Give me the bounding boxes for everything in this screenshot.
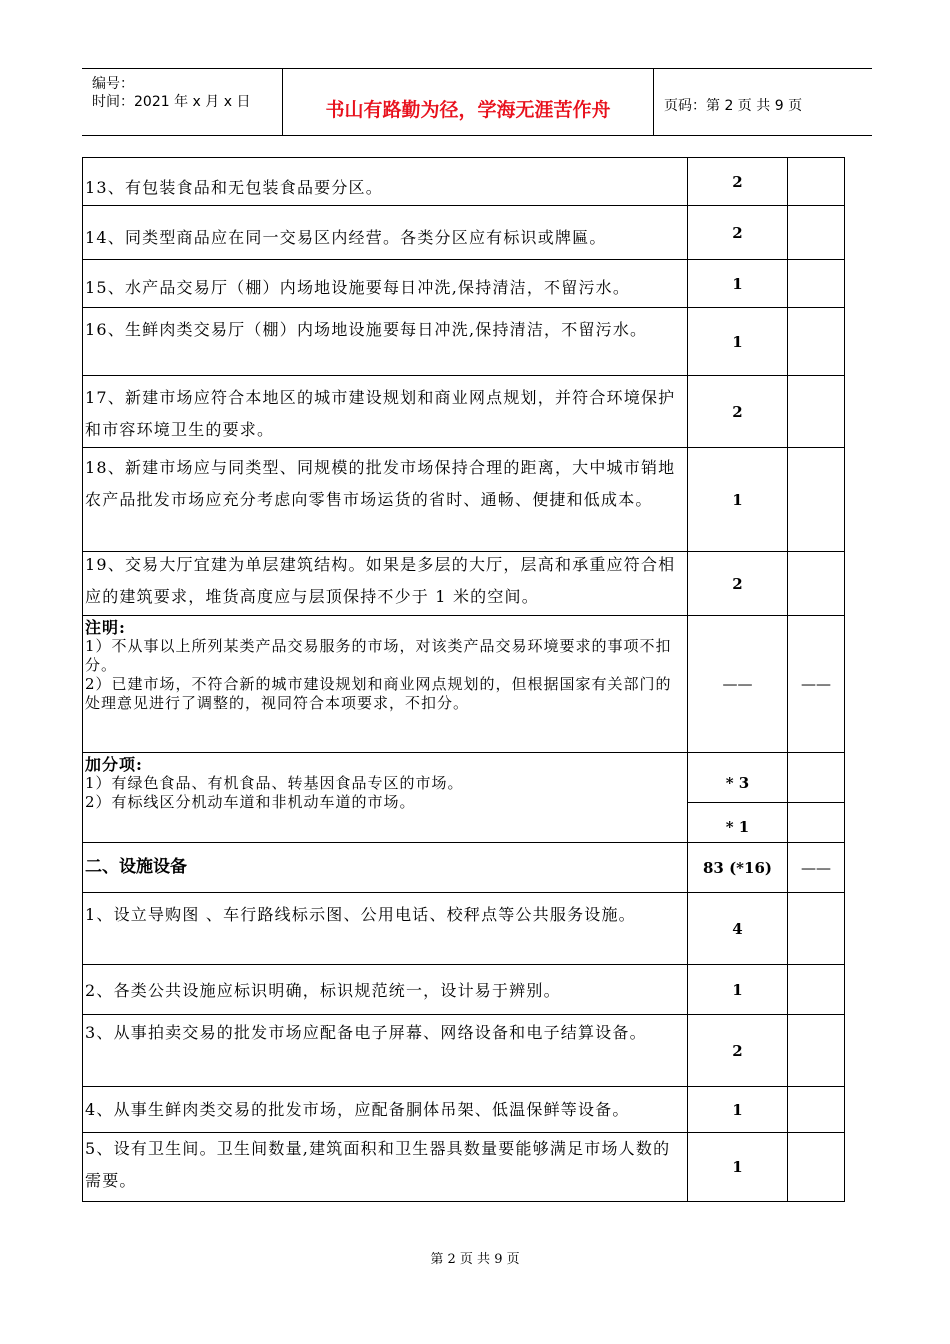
table-row [83,965,844,1015]
note-row [83,616,844,753]
item-text: 18、新建市场应与同类型、同规模的批发市场保持合理的距离，大中城市销地农产品批发市场应充分考虑向零售市场运货的省时、通畅、便捷和低成本。 [85,458,676,509]
section-score-cell: 83 (*16) [688,843,788,892]
extra-cell [788,448,844,551]
table-row [83,260,844,308]
item-cell [83,1087,688,1132]
note-heading: 注明: [85,618,126,637]
score-cell: 1 [688,448,788,551]
bonus-line-1: 1）有绿色食品、有机食品、转基因食品专区的市场。 [85,774,464,792]
extra-cell [788,1133,844,1201]
extra-cell [788,260,844,307]
bonus-extra-cell [788,753,844,842]
bonus-heading: 加分项: [85,755,143,774]
bonus-score-cell [688,753,788,842]
note-cell [83,616,688,752]
extra-cell [788,893,844,964]
extra-cell [788,552,844,615]
item-cell [83,1015,688,1086]
score-cell: 2 [688,158,788,205]
score-cell: 4 [688,893,788,964]
extra-cell [788,965,844,1014]
extra-cell [788,376,844,447]
extra-cell [788,1087,844,1132]
table-row [83,1087,844,1133]
bonus-line-2: 2）有标线区分机动车道和非机动车道的市场。 [85,793,416,811]
table-row [83,308,844,376]
motto-text: 书山有路勤为径，学海无涯苦作舟 [325,99,611,121]
item-cell [83,206,688,259]
item-cell [83,1133,688,1201]
item-text: 1、设立导购图 、车行路线标示图、公用电话、校秤点等公共服务设施。 [85,905,636,924]
page-footer: 第 2 页 共 9 页 [430,1252,520,1267]
section-title: 二、设施设备 [85,857,187,877]
item-cell [83,376,688,447]
score-table [82,157,845,1202]
bonus-cell [83,753,688,842]
extra-cell [788,1015,844,1086]
table-row [83,158,844,206]
score-cell: 1 [688,1087,788,1132]
item-text: 5、设有卫生间。卫生间数量,建筑面积和卫生器具数量要能够满足市场人数的需要。 [85,1139,671,1190]
note-extra-cell: —— [801,675,831,693]
bonus-score-1: * 3 [688,753,787,803]
item-text: 13、有包装食品和无包装食品要分区。 [85,178,383,197]
score-cell: 2 [688,552,788,615]
table-row [83,448,844,552]
item-cell [83,965,688,1014]
item-text: 14、同类型商品应在同一交易区内经营。各类分区应有标识或牌匾。 [85,228,607,247]
item-cell [83,308,688,375]
score-cell: 1 [688,1133,788,1201]
item-text: 2、各类公共设施应标识明确，标识规范统一，设计易于辨别。 [85,981,561,1000]
item-text: 16、生鲜肉类交易厅（棚）内场地设施要每日冲洗,保持清洁，不留污水。 [85,320,648,339]
score-cell: 2 [688,206,788,259]
table-row [83,206,844,260]
score-cell: 1 [688,965,788,1014]
item-text: 4、从事生鲜肉类交易的批发市场，应配备胴体吊架、低温保鲜等设备。 [85,1100,630,1119]
score-cell: 2 [688,376,788,447]
score-cell: 1 [688,308,788,375]
page-number-label: 页码：第 2 页 共 9 页 [664,98,803,114]
score-cell: 2 [688,1015,788,1086]
code-label: 编号： [92,76,134,92]
page-header [82,68,872,136]
item-text: 19、交易大厅宜建为单层建筑结构。如果是多层的大厅，层高和承重应符合相应的建筑要求，堆货高度应与层顶保持不少于 1 米的空间。 [85,555,676,606]
extra-cell [788,206,844,259]
note-line-1: 1）不从事以上所列某类产品交易服务的市场，对该类产品交易环境要求的事项不扣分。 [85,637,672,674]
item-text: 3、从事拍卖交易的批发市场应配备电子屏幕、网络设备和电子结算设备。 [85,1023,647,1042]
bonus-row [83,753,844,843]
date-label: 时间：2021 年 x 月 x 日 [92,94,251,110]
header-page-cell [654,69,872,135]
bonus-score-2: * 1 [725,818,750,836]
section-extra-cell: —— [801,858,831,877]
header-motto-cell [283,69,654,135]
table-row [83,893,844,965]
item-cell [83,552,688,615]
note-line-2: 2）已建市场，不符合新的城市建设规划和商业网点规划的，但根据国家有关部门的处理意见进行了调整的，视同符合本项要求，不扣分。 [85,675,672,712]
section-row [83,843,844,893]
item-cell [83,893,688,964]
item-cell [83,158,688,205]
score-cell: 1 [688,260,788,307]
item-cell [83,260,688,307]
table-row [83,1015,844,1087]
note-score-cell: —— [688,616,788,752]
header-info-cell [82,69,283,135]
item-text: 15、水产品交易厅（棚）内场地设施要每日冲洗,保持清洁，不留污水。 [85,278,631,297]
extra-cell [788,158,844,205]
extra-cell [788,308,844,375]
item-cell [83,448,688,551]
table-row [83,376,844,448]
table-row [83,1133,844,1201]
table-row [83,552,844,616]
section-title-cell [83,843,688,892]
item-text: 17、新建市场应符合本地区的城市建设规划和商业网点规划，并符合环境保护和市容环境卫生的要求。 [85,388,676,439]
